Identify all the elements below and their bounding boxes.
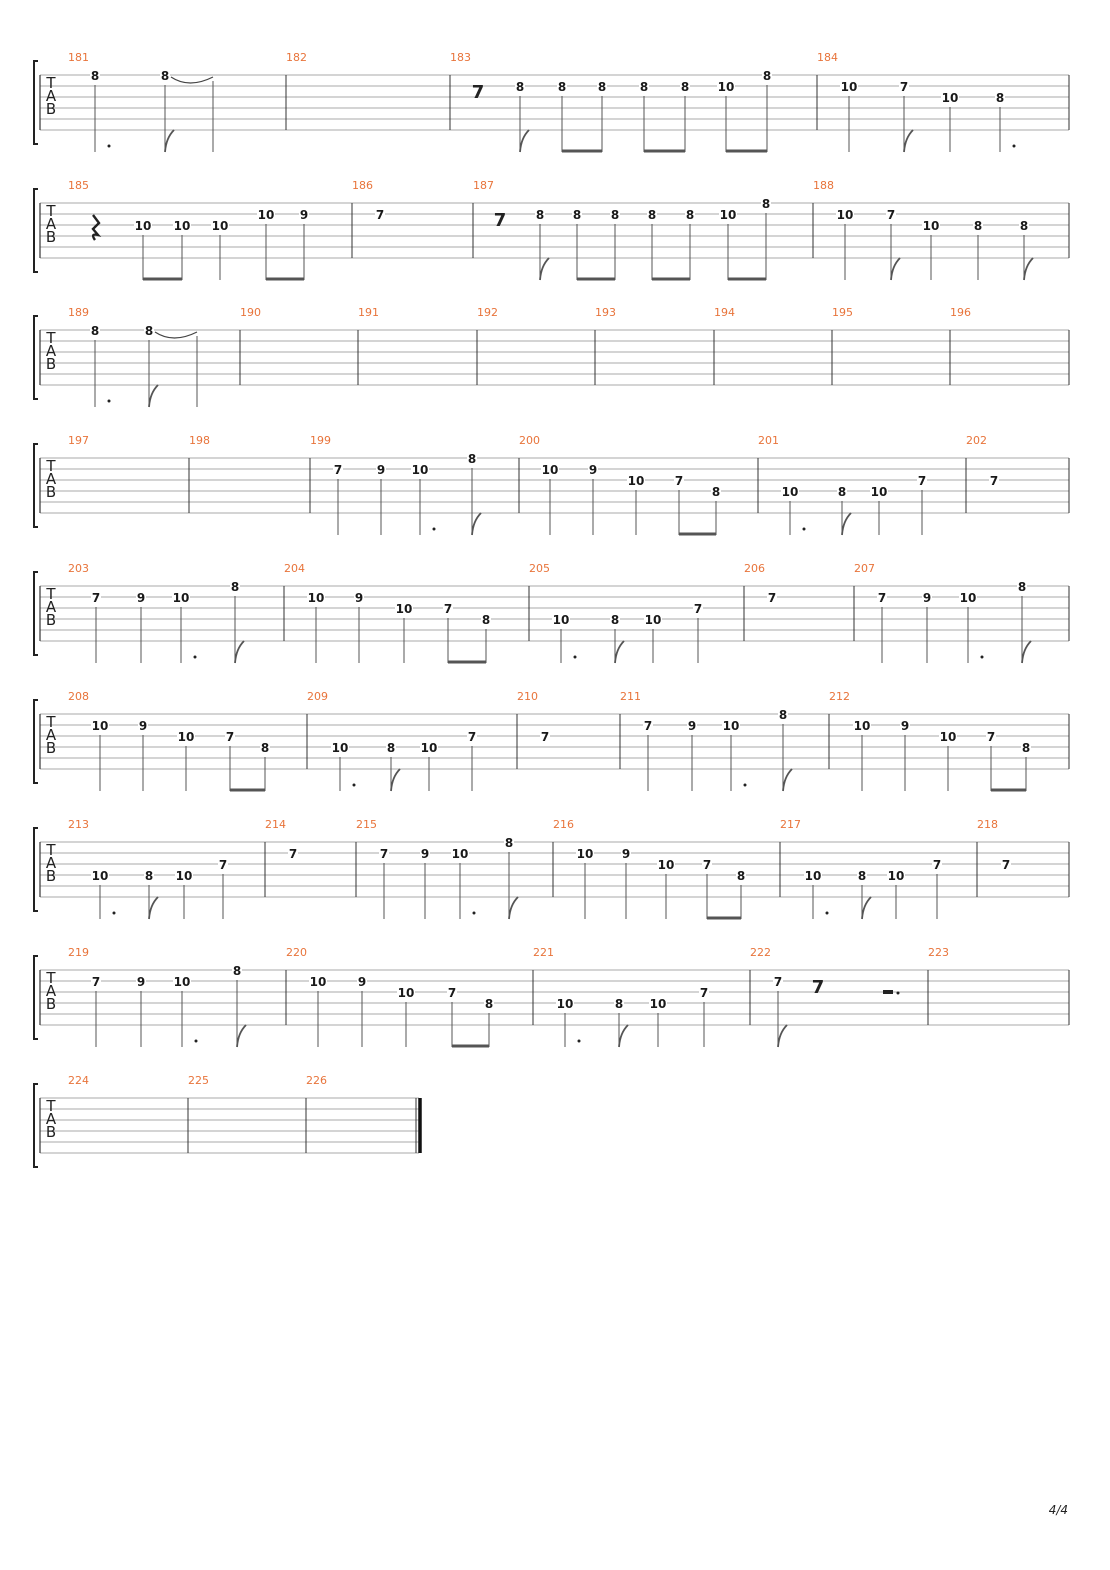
note-flag (540, 258, 549, 280)
fret-number: 10 (722, 719, 740, 733)
fret-number: 10 (420, 741, 438, 755)
fret-number: 8 (610, 208, 620, 222)
fret-number: 10 (781, 485, 799, 499)
measure-number: 201 (758, 434, 779, 447)
system-bracket (34, 316, 38, 399)
fret-number: 8 (144, 869, 154, 883)
system-bracket (34, 61, 38, 144)
fret-number: 10 (556, 997, 574, 1011)
note-flag (783, 769, 792, 791)
measure-number: 197 (68, 434, 89, 447)
measure-number: 196 (950, 306, 971, 319)
measure-number: 211 (620, 690, 641, 703)
measure-number: 186 (352, 179, 373, 192)
fret-number: 8 (711, 485, 721, 499)
fret-number: 10 (939, 730, 957, 744)
dot (897, 992, 900, 995)
fret-number: 10 (576, 847, 594, 861)
measure-number: 193 (595, 306, 616, 319)
tab-clef-letter: A (45, 470, 57, 488)
note-flag (149, 897, 158, 919)
fret-number: 10 (257, 208, 275, 222)
tab-clef-letter: A (45, 854, 57, 872)
dot (353, 784, 356, 787)
fret-number: 8 (1019, 219, 1029, 233)
measure-number: 210 (517, 690, 538, 703)
fret-number: 10 (451, 847, 469, 861)
measure-number: 188 (813, 179, 834, 192)
dot (574, 656, 577, 659)
measure-number: 206 (744, 562, 765, 575)
fret-number: 8 (484, 997, 494, 1011)
measure-number: 215 (356, 818, 377, 831)
fret-number: 8 (778, 708, 788, 722)
fret-number: 9 (376, 463, 386, 477)
dot (195, 1040, 198, 1043)
fret-number: 8 (680, 80, 690, 94)
measure-number: 202 (966, 434, 987, 447)
fret-number: 7 (447, 986, 457, 1000)
dot (1013, 145, 1016, 148)
measure-number: 195 (832, 306, 853, 319)
fret-number: 10 (307, 591, 325, 605)
measure-number: 218 (977, 818, 998, 831)
tab-clef-letter: T (46, 1097, 56, 1115)
fret-number: 8 (610, 613, 620, 627)
fret-number: 10 (134, 219, 152, 233)
fret-number: 8 (973, 219, 983, 233)
tie (155, 332, 197, 338)
tab-system (34, 434, 1069, 535)
fret-number: 10 (331, 741, 349, 755)
fret-number: 8 (90, 324, 100, 338)
tab-clef-letter: T (46, 713, 56, 731)
fret-number: 8 (647, 208, 657, 222)
dot (981, 656, 984, 659)
tab-system (34, 946, 1069, 1047)
measure-number: 192 (477, 306, 498, 319)
tab-clef-letter: B (45, 355, 57, 373)
fret-number: 8 (386, 741, 396, 755)
fret-number: 10 (172, 591, 190, 605)
measure-number: 187 (473, 179, 494, 192)
system-bracket (34, 572, 38, 655)
measure-number: 214 (265, 818, 286, 831)
fret-number: 7 (989, 474, 999, 488)
note-flag (391, 769, 400, 791)
fret-number: 7 (702, 858, 712, 872)
fret-number: 9 (136, 975, 146, 989)
note-flag (891, 258, 900, 280)
fret-number: 9 (138, 719, 148, 733)
fret-number: 10 (840, 80, 858, 94)
tab-clef-letter: A (45, 87, 57, 105)
fret-number: 10 (887, 869, 905, 883)
fret-number: 9 (687, 719, 697, 733)
system-bracket (34, 956, 38, 1039)
fret-number: 10 (870, 485, 888, 499)
note-flag (237, 1025, 246, 1047)
measure-number: 217 (780, 818, 801, 831)
fret-number: 8 (160, 69, 170, 83)
note-flag (509, 897, 518, 919)
dot (108, 145, 111, 148)
note-flag (862, 897, 871, 919)
tab-clef-letter: T (46, 585, 56, 603)
tab-clef-letter: B (45, 100, 57, 118)
measure-number: 209 (307, 690, 328, 703)
fret-number: 8 (557, 80, 567, 94)
fret-number: 7 (218, 858, 228, 872)
fret-number: 8 (535, 208, 545, 222)
fret-number: 7 (767, 591, 777, 605)
note-flag (472, 513, 481, 535)
tab-clef-letter: T (46, 329, 56, 347)
fret-number: 10 (836, 208, 854, 222)
tab-clef-letter: B (45, 739, 57, 757)
tab-clef-letter: A (45, 215, 57, 233)
measure-number: 190 (240, 306, 261, 319)
fret-number: 8 (761, 197, 771, 211)
tab-clef-letter: B (45, 483, 57, 501)
measure-number: 203 (68, 562, 89, 575)
fret-number: 7 (986, 730, 996, 744)
fret-number: 7 (540, 730, 550, 744)
fret-number: 8 (467, 452, 477, 466)
fret-number: 9 (357, 975, 367, 989)
tab-clef-letter: B (45, 611, 57, 629)
note-flag (778, 1025, 787, 1047)
fret-number: 8 (515, 80, 525, 94)
tab-clef-letter: B (45, 867, 57, 885)
dot (578, 1040, 581, 1043)
dot (194, 656, 197, 659)
fret-number: 8 (232, 964, 242, 978)
fret-number: 10 (411, 463, 429, 477)
note-flag (165, 130, 174, 152)
fret-number: 8 (144, 324, 154, 338)
measure-number: 198 (189, 434, 210, 447)
page-number: 4/4 (1048, 1503, 1068, 1517)
measure-number: 224 (68, 1074, 89, 1087)
tab-clef-letter: B (45, 995, 57, 1013)
note-flag (149, 385, 158, 407)
fret-number: 7 (91, 975, 101, 989)
measure-number: 213 (68, 818, 89, 831)
tab-system (34, 1074, 420, 1167)
measure-number: 220 (286, 946, 307, 959)
fret-number: 10 (552, 613, 570, 627)
fret-number: 7 (932, 858, 942, 872)
fret-number: 9 (922, 591, 932, 605)
fret-number: 7 (375, 208, 385, 222)
fret-number: 8 (597, 80, 607, 94)
note-flag (615, 641, 624, 663)
tab-clef-letter: T (46, 841, 56, 859)
fret-number: 10 (627, 474, 645, 488)
fret-number: 10 (175, 869, 193, 883)
fret-number: 10 (719, 208, 737, 222)
measure-number: 204 (284, 562, 305, 575)
measure-number: 208 (68, 690, 89, 703)
fret-number: 7 (288, 847, 298, 861)
fret-number: 8 (685, 208, 695, 222)
measure-number: 181 (68, 51, 89, 64)
fret-number: 7 (443, 602, 453, 616)
fret-number: 7 (674, 474, 684, 488)
fret-number: 7 (643, 719, 653, 733)
fret-number: 10 (644, 613, 662, 627)
tab-system (34, 562, 1069, 663)
half-rest (883, 990, 893, 994)
fret-number: 9 (588, 463, 598, 477)
tab-clef-letter: B (45, 1123, 57, 1141)
fret-number: 10 (541, 463, 559, 477)
fret-number: 7 (773, 975, 783, 989)
fret-number: 7 (333, 463, 343, 477)
tab-system (34, 818, 1069, 919)
fret-number: 7 (899, 80, 909, 94)
fret-number: 10 (397, 986, 415, 1000)
system-bracket (34, 189, 38, 272)
fret-number: 10 (91, 869, 109, 883)
fret-number: 7 (886, 208, 896, 222)
fret-number: 8 (1021, 741, 1031, 755)
dot (803, 528, 806, 531)
fret-number: 8 (481, 613, 491, 627)
tab-clef-letter: A (45, 982, 57, 1000)
fret-number: 10 (309, 975, 327, 989)
fret-number: 10 (717, 80, 735, 94)
tab-system (34, 179, 1069, 280)
system-bracket (34, 444, 38, 527)
fret-number: 10 (804, 869, 822, 883)
measure-number: 205 (529, 562, 550, 575)
fret-number: 7 (91, 591, 101, 605)
fret-number: 10 (657, 858, 675, 872)
tab-system (34, 51, 1069, 152)
eighth-rest: 7 (811, 977, 825, 998)
tab-clef-letter: A (45, 598, 57, 616)
tab-system (34, 690, 1069, 791)
fret-number: 9 (900, 719, 910, 733)
fret-number: 8 (260, 741, 270, 755)
fret-number: 8 (572, 208, 582, 222)
fret-number: 7 (379, 847, 389, 861)
tab-clef-letter: B (45, 228, 57, 246)
fret-number: 8 (1017, 580, 1027, 594)
fret-number: 9 (621, 847, 631, 861)
measure-number: 207 (854, 562, 875, 575)
fret-number: 10 (177, 730, 195, 744)
fret-number: 8 (762, 69, 772, 83)
fret-number: 7 (693, 602, 703, 616)
fret-number: 10 (959, 591, 977, 605)
measure-number: 189 (68, 306, 89, 319)
note-flag (520, 130, 529, 152)
fret-number: 8 (995, 91, 1005, 105)
fret-number: 7 (917, 474, 927, 488)
tab-clef-letter: T (46, 202, 56, 220)
fret-number: 10 (395, 602, 413, 616)
fret-number: 8 (837, 485, 847, 499)
fret-number: 8 (639, 80, 649, 94)
fret-number: 10 (941, 91, 959, 105)
measure-number: 222 (750, 946, 771, 959)
fret-number: 7 (877, 591, 887, 605)
note-flag (1022, 641, 1031, 663)
fret-number: 9 (136, 591, 146, 605)
fret-number: 8 (857, 869, 867, 883)
measure-number: 184 (817, 51, 838, 64)
measure-number: 182 (286, 51, 307, 64)
note-flag (1024, 258, 1033, 280)
tab-system (34, 306, 1069, 407)
dot (113, 912, 116, 915)
note-flag (235, 641, 244, 663)
fret-number: 10 (91, 719, 109, 733)
eighth-rest: 7 (493, 210, 507, 231)
fret-number: 9 (420, 847, 430, 861)
fret-number: 7 (225, 730, 235, 744)
measure-number: 200 (519, 434, 540, 447)
fret-number: 8 (504, 836, 514, 850)
fret-number: 9 (299, 208, 309, 222)
system-bracket (34, 1084, 38, 1167)
tab-clef-letter: A (45, 342, 57, 360)
fret-number: 10 (173, 975, 191, 989)
measure-number: 219 (68, 946, 89, 959)
tab-clef-letter: T (46, 457, 56, 475)
system-bracket (34, 828, 38, 911)
fret-number: 10 (173, 219, 191, 233)
measure-number: 191 (358, 306, 379, 319)
dot (433, 528, 436, 531)
measure-number: 199 (310, 434, 331, 447)
dot (744, 784, 747, 787)
measure-number: 183 (450, 51, 471, 64)
measure-number: 185 (68, 179, 89, 192)
note-flag (842, 513, 851, 535)
measure-number: 223 (928, 946, 949, 959)
tab-clef-letter: A (45, 726, 57, 744)
system-bracket (34, 700, 38, 783)
measure-number: 194 (714, 306, 735, 319)
tab-clef-letter: T (46, 969, 56, 987)
measure-number: 225 (188, 1074, 209, 1087)
fret-number: 7 (467, 730, 477, 744)
fret-number: 8 (90, 69, 100, 83)
fret-number: 10 (922, 219, 940, 233)
dot (826, 912, 829, 915)
fret-number: 7 (699, 986, 709, 1000)
fret-number: 10 (211, 219, 229, 233)
tab-clef-letter: A (45, 1110, 57, 1128)
eighth-rest: 7 (471, 82, 485, 103)
measure-number: 216 (553, 818, 574, 831)
fret-number: 8 (230, 580, 240, 594)
fret-number: 10 (649, 997, 667, 1011)
note-flag (619, 1025, 628, 1047)
measure-number: 221 (533, 946, 554, 959)
measure-number: 226 (306, 1074, 327, 1087)
fret-number: 9 (354, 591, 364, 605)
fret-number: 8 (736, 869, 746, 883)
dot (473, 912, 476, 915)
tie (171, 77, 213, 83)
fret-number: 7 (1001, 858, 1011, 872)
fret-number: 8 (614, 997, 624, 1011)
tab-clef-letter: T (46, 74, 56, 92)
fret-number: 10 (853, 719, 871, 733)
dot (108, 400, 111, 403)
note-flag (904, 130, 913, 152)
measure-number: 212 (829, 690, 850, 703)
